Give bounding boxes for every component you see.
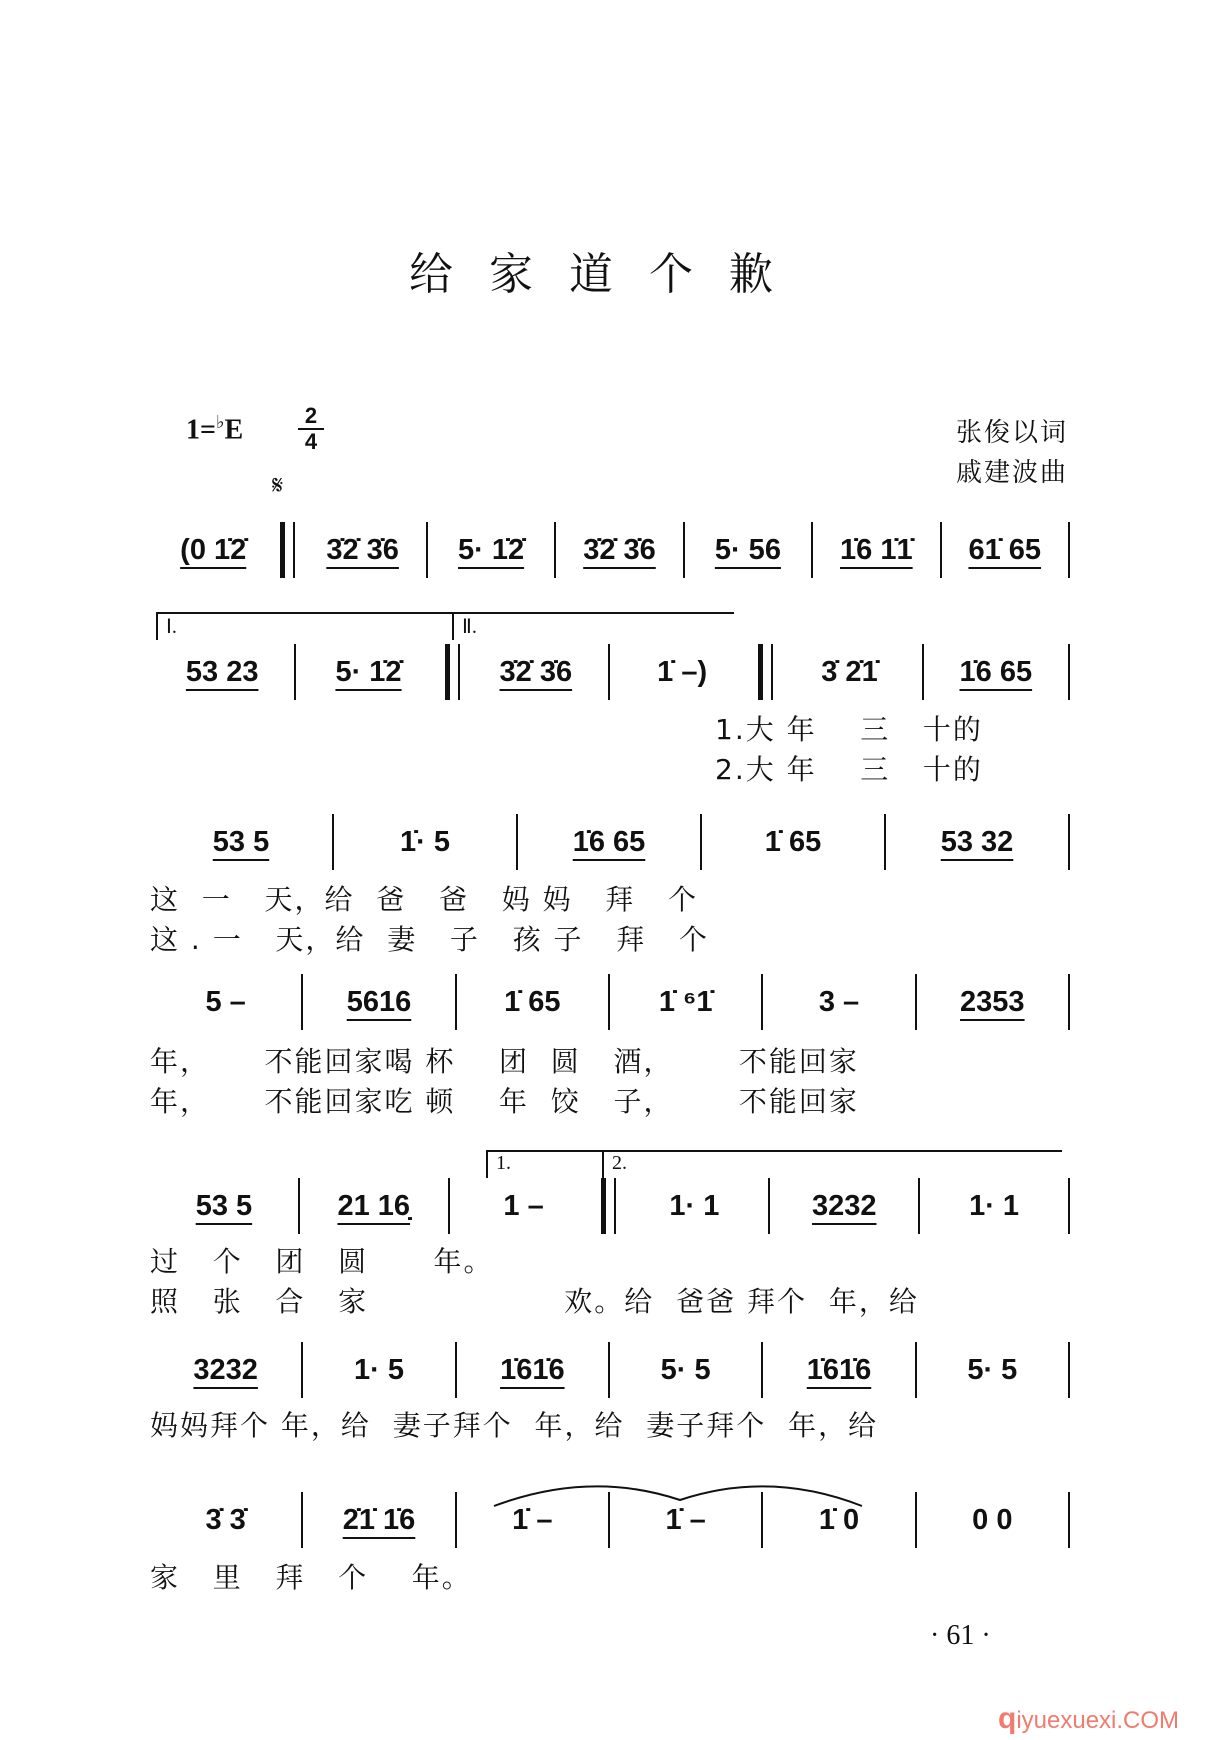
notes: 1· 1	[669, 1189, 720, 1222]
staff-row-1	[150, 520, 1070, 580]
staff-row-3	[150, 812, 1070, 872]
measure	[428, 520, 554, 580]
notes: 1̇ 65	[764, 825, 822, 858]
notes: 53 32	[940, 825, 1014, 858]
notes: 1̇ ⁶1̇	[658, 985, 713, 1018]
notes: 1̇6 65	[959, 655, 1033, 688]
staff-row-7	[150, 1490, 1070, 1550]
notes: 5· 1̇2̇	[335, 655, 402, 688]
composer-credit: 戚建波曲	[955, 458, 1068, 488]
watermark-logo: q	[998, 1702, 1017, 1735]
volta-1: 1.	[486, 1150, 606, 1178]
barline	[1068, 644, 1070, 700]
key-note: E	[224, 414, 244, 446]
notes: 5 –	[205, 985, 246, 1018]
repeat-end-barline	[601, 1178, 616, 1234]
lyrics-verse-2: 这 . 一 天，给 妻 子 孩 子 拜 个	[150, 923, 709, 956]
barline	[1068, 1342, 1070, 1398]
measure	[813, 520, 939, 580]
notes: 61̇ 65	[968, 533, 1042, 566]
notes: 5· 1̇2̇	[458, 533, 525, 566]
measure	[556, 520, 682, 580]
repeat-start-barline	[758, 644, 773, 700]
lyrics-verse-1: 年， 不能回家喝 杯 团 圆 酒， 不能回家	[150, 1045, 859, 1078]
segno-icon: 𝄋	[272, 470, 284, 500]
notes: 21 16̣	[337, 1189, 411, 1222]
notes: 5· 5	[660, 1353, 711, 1386]
staff-row-2	[150, 642, 1070, 702]
notes: 1̇· 5	[400, 825, 450, 858]
staff-row-6	[150, 1340, 1070, 1400]
notes: 1̇6 65	[572, 825, 646, 858]
notes: 1̇ –)	[657, 655, 708, 688]
notes: 0 0	[972, 1503, 1013, 1536]
notes: 2̇1̇ 1̇6	[342, 1503, 416, 1536]
lyrics-verse-2: 2.大 年 三 十的	[715, 753, 983, 786]
lyrics-verse: 妈妈拜个 年，给 妻子拜个 年，给 妻子拜个 年，给	[150, 1409, 879, 1442]
lyrics-verse-1: 1.大 年 三 十的	[715, 713, 983, 746]
notes: 1 –	[503, 1189, 544, 1222]
notes: 1· 5	[354, 1353, 404, 1386]
watermark-text: iyuexuexi.COM	[1016, 1707, 1180, 1734]
volta-2: 2.	[602, 1150, 1062, 1178]
barline	[1068, 1492, 1070, 1548]
staff-row-5	[150, 1176, 1070, 1236]
notes: 3232	[811, 1189, 877, 1222]
measure	[150, 520, 276, 580]
repeat-start-barline	[280, 522, 295, 578]
barline	[1068, 974, 1070, 1030]
key-label: 1=	[186, 414, 216, 446]
lyrics-verse-1: 过 个 团 圆 年。	[150, 1245, 494, 1278]
measure	[299, 520, 425, 580]
flat-icon: ♭	[215, 412, 225, 432]
notes: 1· 1	[969, 1189, 1020, 1222]
notes: 3̇2̇ 3̇6	[583, 533, 656, 566]
time-top: 2	[304, 403, 318, 428]
time-bottom: 4	[298, 428, 324, 454]
notes: 5· 56	[714, 533, 781, 566]
notes: 3̇ 3̇	[205, 1503, 246, 1536]
notes: 3̇2̇ 3̇6	[499, 655, 573, 688]
notes: 1̇ 65	[504, 985, 561, 1018]
lyricist-credit: 张俊以词	[955, 418, 1068, 448]
lyrics-verse-2: 年， 不能回家吃 顿 年 饺 子， 不能回家	[150, 1085, 859, 1118]
notes: 53 5	[195, 1189, 253, 1222]
notes: 53 5	[212, 825, 270, 858]
watermark	[998, 1702, 1179, 1736]
staff-row-4	[150, 972, 1070, 1032]
notes: 1̇ 0	[818, 1503, 860, 1536]
notes: 1̇ –	[665, 1503, 706, 1536]
notes: 3̇ 2̇1̇	[821, 655, 878, 688]
notes: 2353	[960, 985, 1025, 1018]
notes: 1̇ –	[512, 1503, 553, 1536]
notes: 1̇61̇6	[500, 1353, 565, 1386]
notes: (0 1̇2̇	[180, 533, 247, 566]
lyrics-verse: 家 里 拜 个 年。	[150, 1561, 472, 1594]
notes: 3 –	[818, 985, 860, 1018]
page-number: · 61 ·	[930, 1620, 991, 1651]
barline	[1068, 522, 1070, 578]
notes: 1̇61̇6	[806, 1353, 872, 1386]
notes: 5· 5	[967, 1353, 1018, 1386]
volta-2: Ⅱ.	[452, 612, 734, 640]
barline	[1068, 1178, 1070, 1234]
notes: 5616	[346, 985, 412, 1018]
time-signature	[298, 404, 324, 454]
measure	[685, 520, 811, 580]
volta-1: Ⅰ.	[156, 612, 456, 640]
song-title: 给家道个歉	[409, 249, 809, 300]
lyrics-verse-2: 照 张 合 家 欢。给 爸爸 拜个 年，给	[150, 1285, 919, 1318]
notes: 3̇2̇ 3̇6	[326, 533, 399, 566]
key-signature	[186, 412, 243, 446]
repeat-end-barline	[445, 644, 460, 700]
barline	[1068, 814, 1070, 870]
notes: 1̇6 1̇1̇	[840, 533, 913, 566]
notes: 3232	[193, 1353, 258, 1386]
lyrics-verse-1: 这 一 天，给 爸 爸 妈 妈 拜 个	[150, 883, 699, 916]
measure	[942, 520, 1068, 580]
notes: 53 23	[185, 655, 259, 688]
